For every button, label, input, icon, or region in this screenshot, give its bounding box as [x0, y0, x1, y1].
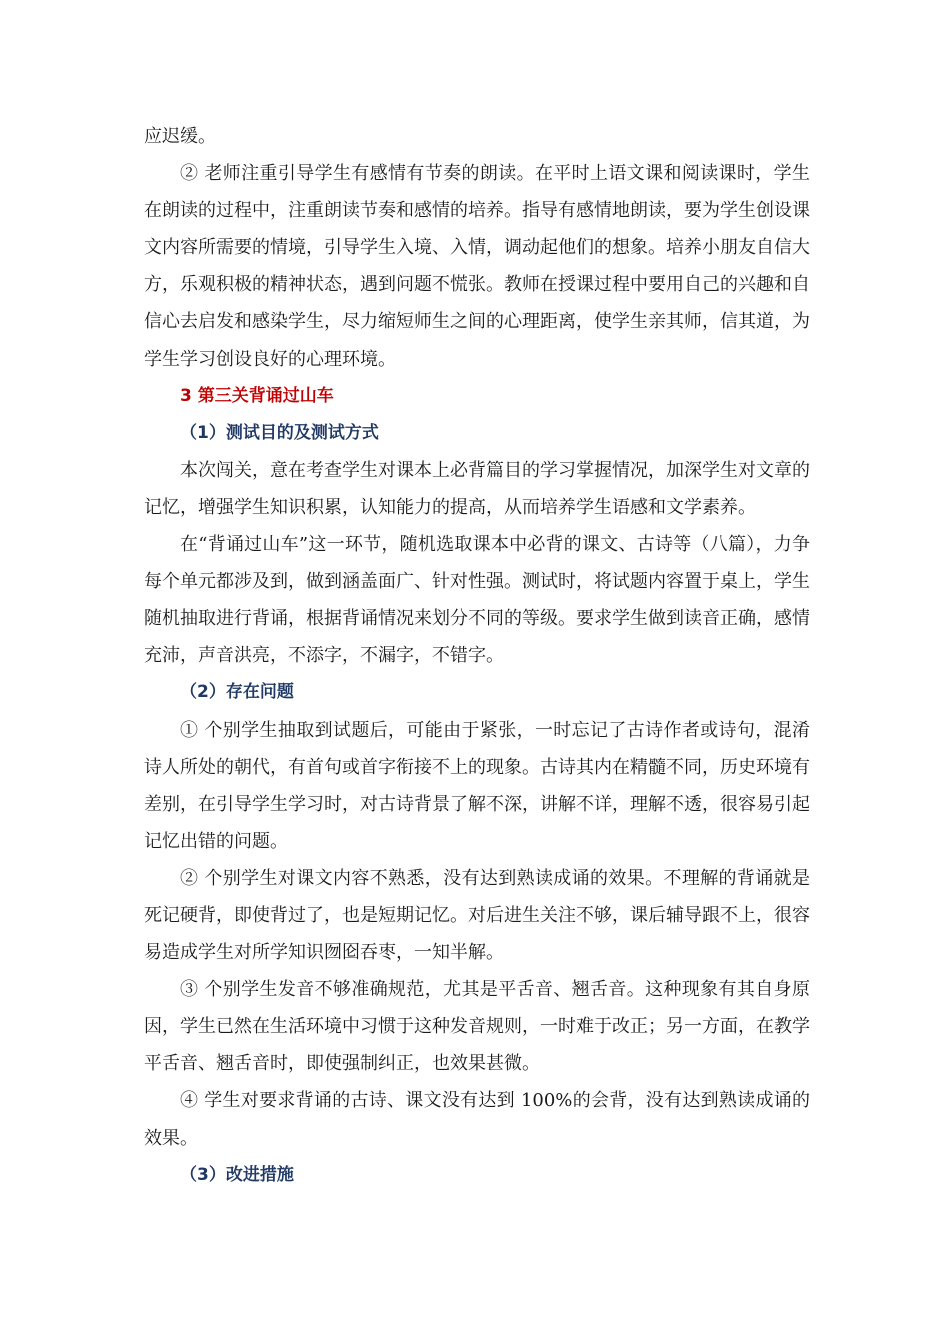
paragraph-problem-2: ② 个别学生对课文内容不熟悉，没有达到熟读成诵的效果。不理解的背诵就是死记硬背，即使背过了，也是短期记忆。对后进生关注不够，课后辅导跟不上，很容易造成学生对所学知识囫囵吞枣，一知半解。: [144, 867, 810, 964]
paragraph-test-purpose: 本次闯关，意在考查学生对课本上必背篇目的学习掌握情况，加深学生对文章的记忆，增强学生知识积累，认知能力的提高，从而培养学生语感和文学素养。: [144, 459, 810, 518]
paragraph-problem-3: ③ 个别学生发音不够准确规范，尤其是平舌音、翘舌音。这种现象有其自身原因，学生已然在生活环境中习惯于这种发音规则，一时难于改正；另一方面，在教学平舌音、翘舌音时，即使强制纠正，也效果甚微。: [144, 979, 810, 1075]
document-body: [144, 118, 810, 1194]
paragraph-problem-4: ④ 学生对要求背诵的古诗、课文没有达到 100%的会背，没有达到熟读成诵的效果。: [144, 1090, 810, 1149]
paragraph-continuation: 应迟缓。: [144, 126, 216, 147]
subheading-improvements: （3）改进措施: [180, 1164, 294, 1185]
section-heading-recitation: 3 第三关背诵过山车: [180, 385, 334, 406]
paragraph-problem-1: ① 个别学生抽取到试题后，可能由于紧张，一时忘记了古诗作者或诗句，混淆诗人所处的朝代，有首句或首字衔接不上的现象。古诗其内在精髓不同，历史环境有差别，在引导学生学习时，对古诗背景了解不深，讲解不详，理解不透，很容易引起记忆出错的问题。: [144, 719, 810, 852]
paragraph-reading-guidance: ② 老师注重引导学生有感情有节奏的朗读。在平时上语文课和阅读课时，学生在朗读的过程中，注重朗读节奏和感情的培养。指导有感情地朗读，要为学生创设课文内容所需要的情境，引导学生入境、入情，调动起他们的想象。培养小朋友自信大方，乐观积极的精神状态，遇到问题不慌张。教师在授课过程中要用自己的兴趣和自信心去启发和感染学生，尽力缩短师生之间的心理距离，使学生亲其师，信其道，为学生学习创设良好的心理环境。: [144, 163, 810, 370]
paragraph-test-method: 在“背诵过山车”这一环节，随机选取课本中必背的课文、古诗等（八篇），力争每个单元都涉及到，做到涵盖面广、针对性强。测试时，将试题内容置于桌上，学生随机抽取进行背诵，根据背诵情况来划分不同的等级。要求学生做到读音正确，感情充沛，声音洪亮，不添字，不漏字，不错字。: [144, 534, 810, 667]
subheading-problems: （2）存在问题: [180, 682, 294, 703]
subheading-test-purpose: （1）测试目的及测试方式: [180, 422, 379, 443]
